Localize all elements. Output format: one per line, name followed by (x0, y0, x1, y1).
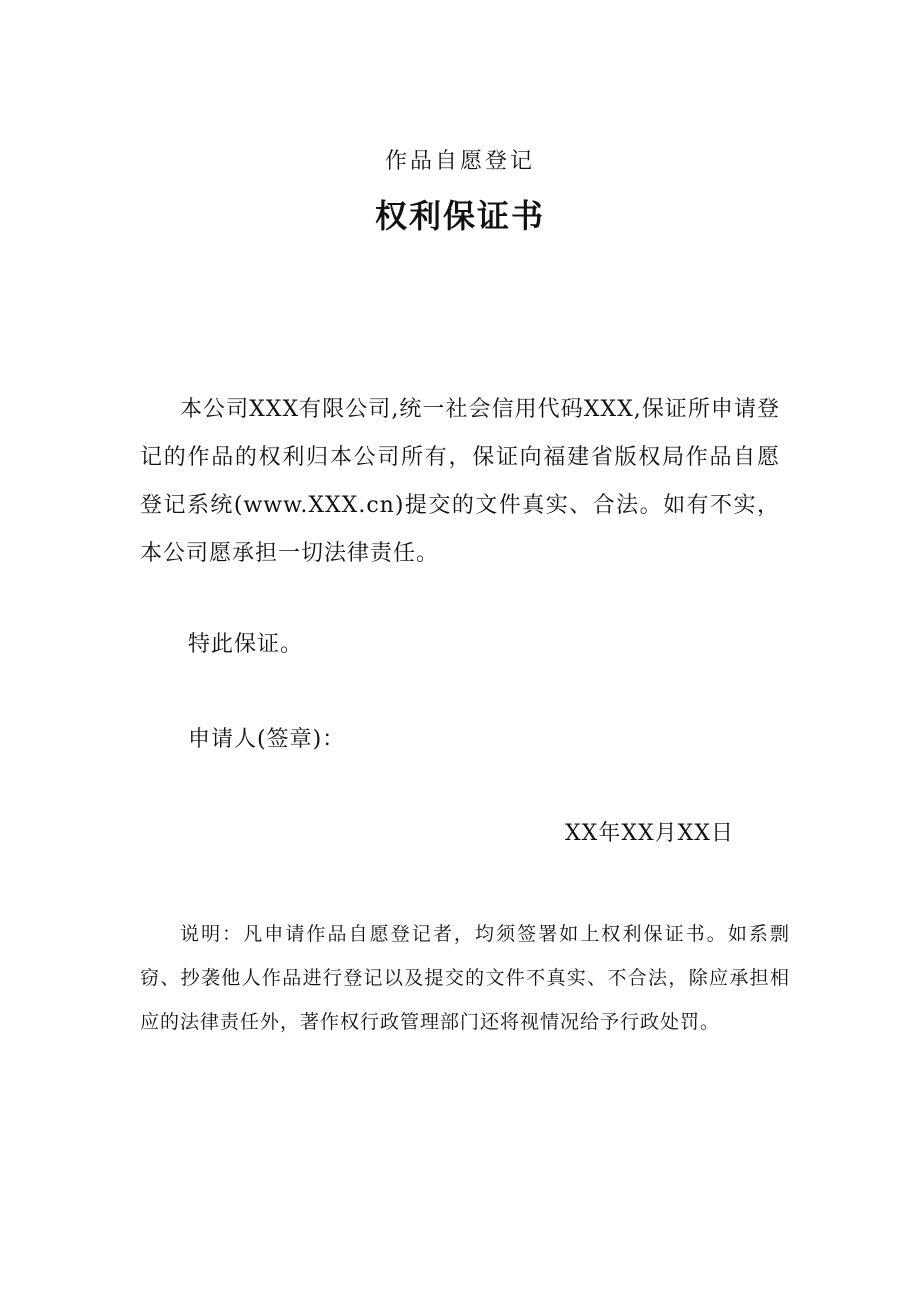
document-subtitle: 作品自愿登记 (384, 149, 535, 174)
document-title: 权利保证书 (374, 197, 545, 235)
date-line: XX年XX月XX日 (565, 821, 734, 846)
pledge-statement: 特此保证。 (188, 632, 304, 657)
explanation-note: 说明：凡申请作品自愿登记者，均须签署如上权利保证书。如系剽窃、抄袭他人作品进行登记以及提交的文件不真实、不合法，除应承担相应的法律责任外，著作权行政管理部门还将视情况给予行政处罚。 (140, 923, 790, 1033)
applicant-signature-label: 申请人(签章)： (188, 727, 346, 752)
guarantee-paragraph: 本公司XXX有限公司,统一社会信用代码XXX,保证所申请登记的作品的权利归本公司所有，保证向福建省版权局作品自愿登记系统(www.XXX.cn)提交的文件真实、合法。如有不实，本公司愿承担一切法律责任。 (140, 397, 780, 566)
